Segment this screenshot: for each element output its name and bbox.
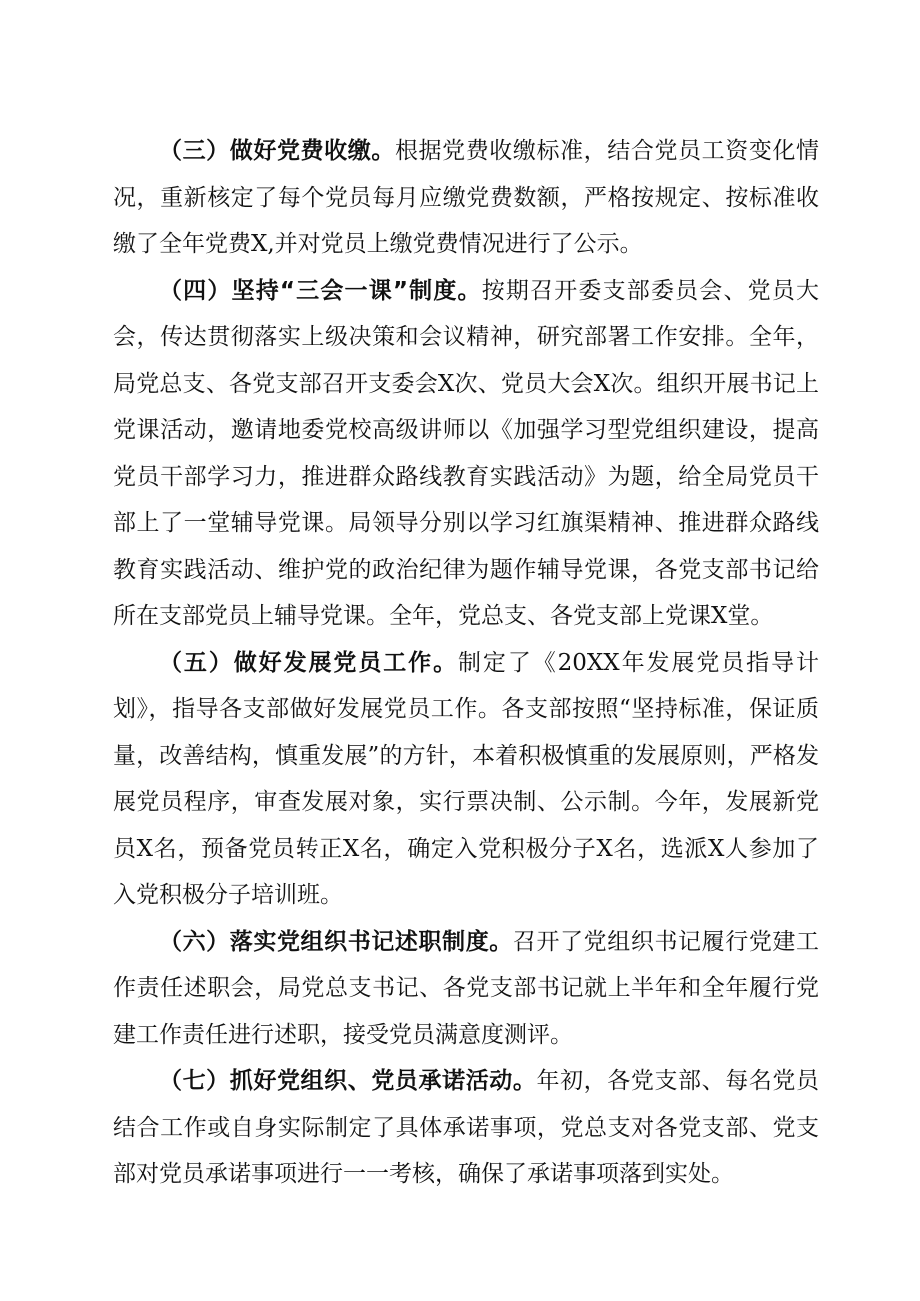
paragraph-commitment-activities: [113, 1058, 819, 1198]
section-heading-6: （六）落实党组织书记述职制度。: [159, 928, 513, 955]
section-text-7: 年初，各党支部、每名党员结合工作或自身实际制定了具体承诺事项，党总支对各党支部、党支部对党员承诺事项进行一一考核，确保了承诺事项落到实处。: [113, 1068, 820, 1187]
paragraph-three-meetings-one-lesson: [113, 268, 819, 640]
section-text-6: 召开了党组织书记履行党建工作责任述职会，局党总支书记、各党支部书记就上半年和全年履行党建工作责任进行述职，接受党员满意度测评。: [113, 928, 820, 1048]
paragraph-party-dues: [113, 128, 819, 268]
paragraph-secretary-reporting: [113, 919, 819, 1059]
section-heading-7: （七）抓好党组织、党员承诺活动。: [159, 1068, 537, 1094]
section-text-4: 按期召开委支部委员会、党员大会，传达贯彻落实上级决策和会议精神，研究部署工作安排。全年，局党总支、各党支部召开支委会X次、党员大会X次。组织开展书记上党课活动，邀请地委党校高级讲师以《加强学习型党组织建设，提高党员干部学习力，推进群众路线教育实践活动》为题，给全局党员干部上了一堂辅导党课。局领导分别以学习红旗渠精神、推进群众路线教育实践活动、维护党的政治纪律为题作辅导党课，各党支部书记给所在支部党员上辅导党课。全年，党总支、各党支部上党课X堂。: [113, 277, 820, 629]
section-text-5: 制定了《20XX年发展党员指导计划》，指导各支部做好发展党员工作。各支部按照“坚持标准，保证质量，改善结构，慎重发展”的方针，本着积极慎重的发展原则，严格发展党员程序，审查发展对象，实行票决制、公示制。今年，发展新党员X名，预备党员转正X名，确定入党积极分子X名，选派X人参加了入党积极分子培训班。: [113, 649, 820, 908]
section-heading-5: （五）做好发展党员工作。: [159, 649, 458, 676]
paragraph-member-development: [113, 640, 819, 919]
section-heading-3: （三）做好党费收缴。: [159, 138, 395, 164]
section-heading-4: （四）坚持“三会一课”制度。: [159, 277, 482, 304]
document-body: [113, 128, 819, 1198]
section-text-3: 根据党费收缴标准，结合党员工资变化情况，重新核定了每个党员每月应缴党费数额，严格按规定、按标准收缴了全年党费X,并对党员上缴党费情况进行了公示。: [113, 138, 820, 257]
